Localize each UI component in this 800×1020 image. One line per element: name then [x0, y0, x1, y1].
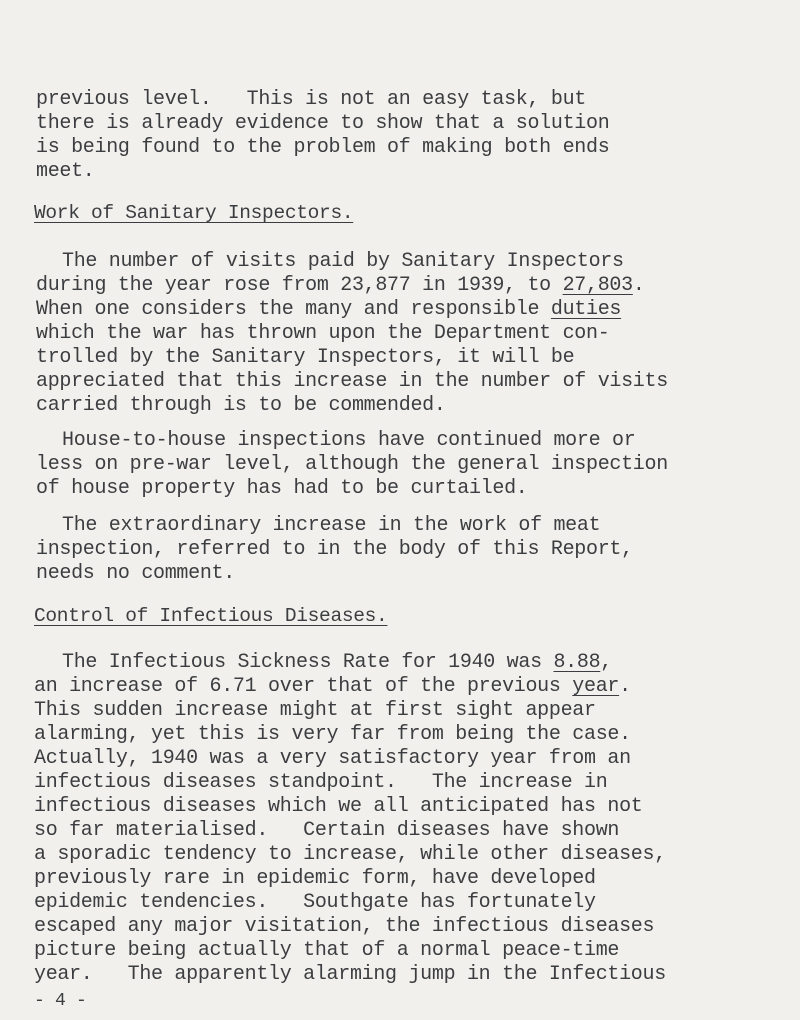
year-underlined: year	[572, 675, 620, 698]
paragraph-line: so far materialised. Certain diseases have shown	[34, 819, 620, 842]
paragraph-line: Actually, 1940 was a very satisfactory year from an	[34, 747, 631, 770]
intro-line-4: meet.	[36, 160, 95, 183]
section-heading-sanitary-inspectors: Work of Sanitary Inspectors.	[34, 202, 354, 224]
paragraph-line: The extraordinary increase in the work of meat	[62, 514, 601, 537]
paragraph-line: inspection, referred to in the body of this Report,	[36, 538, 633, 561]
paragraph-line: The number of visits paid by Sanitary Inspectors	[62, 250, 624, 273]
paragraph-line	[34, 675, 631, 699]
intro-line-1: previous level. This is not an easy task, but	[36, 88, 586, 111]
paragraph-line: picture being actually that of a normal peace-time	[34, 939, 620, 962]
visits-count-value: 27,803	[562, 274, 633, 297]
intro-line-3: is being found to the problem of making both ends	[36, 136, 610, 159]
paragraph-line: a sporadic tendency to increase, while other diseases,	[34, 843, 666, 866]
paragraph-line: needs no comment.	[36, 562, 235, 585]
text-run: The Infectious Sickness Rate for 1940 was	[62, 651, 554, 674]
paragraph-line: appreciated that this increase in the number of visits	[36, 370, 668, 393]
section-heading-infectious-diseases: Control of Infectious Diseases.	[34, 605, 388, 627]
paragraph-line: of house property has had to be curtailed.	[36, 477, 528, 500]
text-run: during the year rose from 23,877 in 1939, to	[36, 274, 563, 297]
paragraph-line	[62, 651, 612, 675]
text-run: .	[619, 675, 631, 698]
duties-underlined: duties	[550, 298, 622, 321]
paragraph-line: year. The apparently alarming jump in the Infectious	[34, 963, 666, 986]
text-run: .	[632, 274, 645, 297]
paragraph-line: carried through is to be commended.	[36, 394, 446, 417]
paragraph-line: previously rare in epidemic form, have developed	[34, 867, 596, 890]
paragraph-line: alarming, yet this is very far from being the case.	[34, 723, 631, 746]
paragraph-line: infectious diseases standpoint. The increase in	[34, 771, 608, 794]
paragraph-line	[36, 298, 621, 322]
paragraph-line: trolled by the Sanitary Inspectors, it will be	[36, 346, 575, 369]
text-run: When one considers the many and responsible	[36, 298, 551, 321]
text-run: ,	[600, 651, 612, 674]
paragraph-line: infectious diseases which we all anticipated has not	[34, 795, 643, 818]
paragraph-line	[36, 274, 645, 298]
text-run: an increase of 6.71 over that of the previous	[34, 675, 573, 698]
paragraph-line: less on pre-war level, although the general inspection	[36, 453, 668, 476]
page-number: - 4 -	[34, 991, 87, 1011]
sickness-rate-value: 8.88	[553, 651, 601, 674]
paragraph-line: which the war has thrown upon the Department con-	[36, 322, 610, 345]
intro-line-2: there is already evidence to show that a solution	[36, 112, 610, 135]
paragraph-line: This sudden increase might at first sight appear	[34, 699, 596, 722]
paragraph-line: escaped any major visitation, the infectious diseases	[34, 915, 655, 938]
paragraph-line: House-to-house inspections have continued more or	[62, 429, 636, 452]
paragraph-line: epidemic tendencies. Southgate has fortunately	[34, 891, 596, 914]
